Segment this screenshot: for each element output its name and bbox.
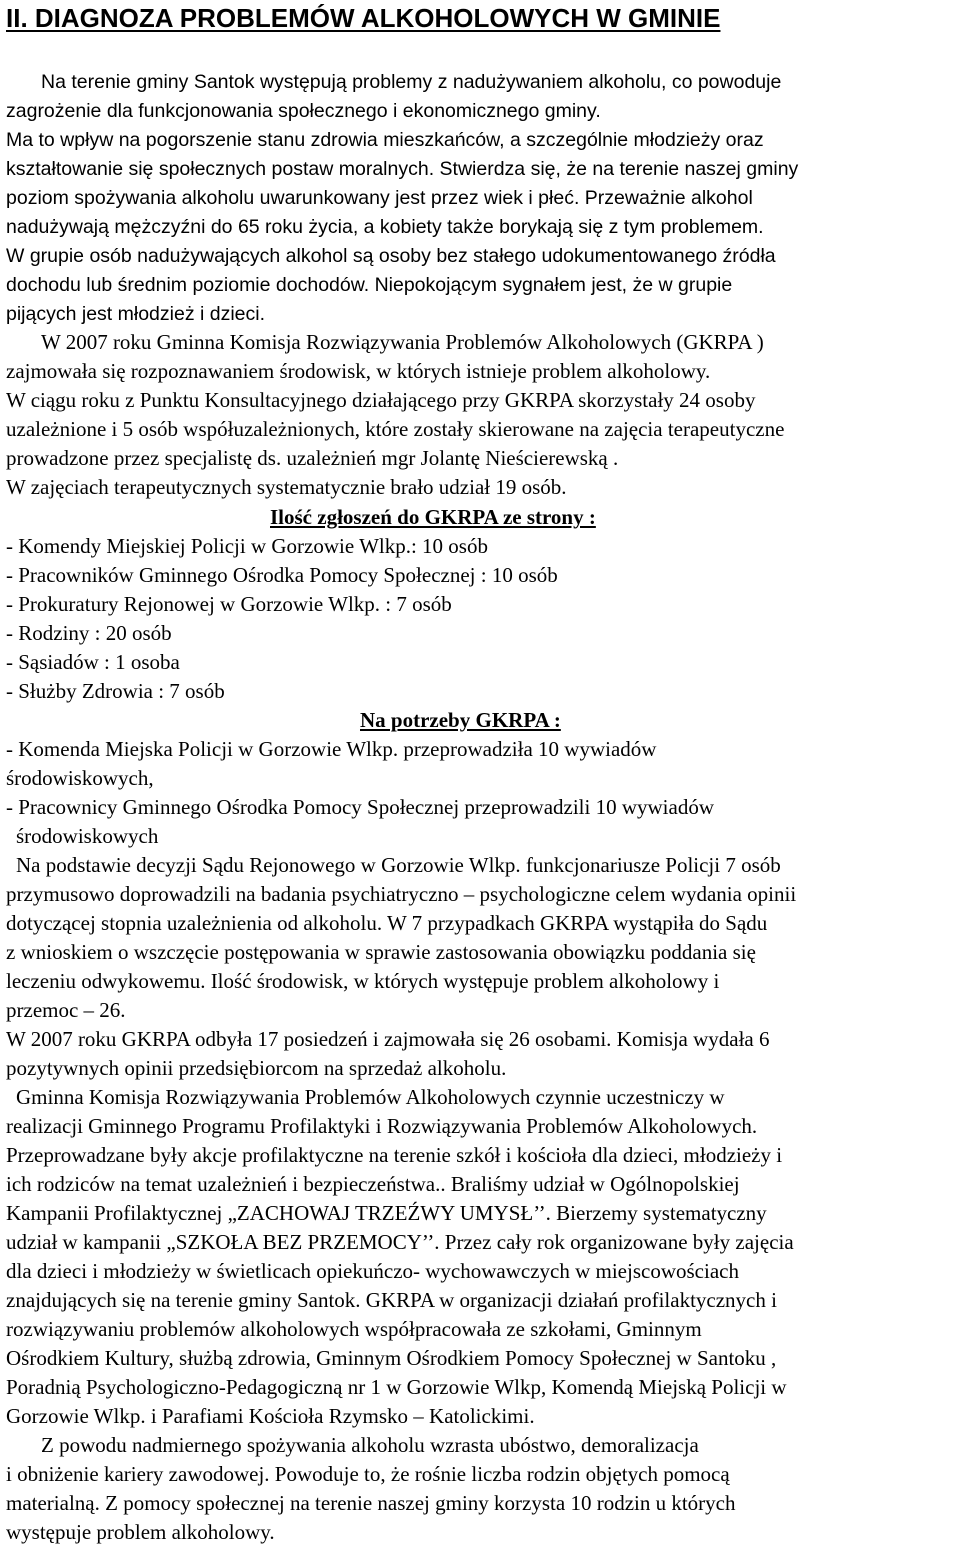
subheading: Ilość zgłoszeń do GKRPA ze strony : (270, 505, 596, 529)
text-line: Kampanii Profilaktycznej „ZACHOWAJ TRZEŹWY UMYSŁ’’. Bierzemy systematyczny (6, 1201, 767, 1225)
text-line: przymusowo doprowadzili na badania psychiatryczno – psychologiczne celem wydania opinii (6, 882, 797, 906)
text-line: dla dzieci i młodzieży w świetlicach opiekuńczo- wychowawczych w miejscowościach (6, 1259, 739, 1283)
text-line: - Pracownicy Gminnego Ośrodka Pomocy Społecznej przeprowadzili 10 wywiadów (6, 795, 714, 819)
text-line: przemoc – 26. (6, 998, 126, 1022)
text-line: i obniżenie kariery zawodowej. Powoduje to, że rośnie liczba rodzin objętych pomocą (6, 1462, 730, 1486)
text-line: pozytywnych opinii przedsiębiorcom na sprzedaż alkoholu. (6, 1056, 507, 1080)
text-line: Poradnią Psychologiczno-Pedagogiczną nr 1 w Gorzowie Wlkp, Komendą Miejską Policji w (6, 1375, 787, 1399)
text-line: zagrożenie dla funkcjonowania społecznego i ekonomicznego gminy. (6, 100, 601, 122)
subheading: Na potrzeby GKRPA : (360, 708, 561, 732)
text-line: zajmowała się rozpoznawaniem środowisk, w których istnieje problem alkoholowy. (6, 359, 711, 383)
section-heading: II. DIAGNOZA PROBLEMÓW ALKOHOLOWYCH W GMINIE (6, 3, 721, 33)
text-line: Na podstawie decyzji Sądu Rejonowego w Gorzowie Wlkp. funkcjonariusze Policji 7 osób (16, 853, 781, 877)
text-line: - Służby Zdrowia : 7 osób (6, 679, 225, 703)
text-line: - Komenda Miejska Policji w Gorzowie Wlkp. przeprowadziła 10 wywiadów (6, 737, 657, 761)
text-line: W zajęciach terapeutycznych systematycznie brało udział 19 osób. (6, 475, 567, 499)
text-line: - Komendy Miejskiej Policji w Gorzowie Wlkp.: 10 osób (6, 534, 488, 558)
text-line: W ciągu roku z Punktu Konsultacyjnego działającego przy GKRPA skorzystały 24 osoby (6, 388, 756, 412)
text-line: nadużywają mężczyźni do 65 roku życia, a kobiety także borykają się z tym problemem. (6, 216, 764, 238)
text-line: dotyczącej stopnia uzależnienia od alkoholu. W 7 przypadkach GKRPA wystąpiła do Sądu (6, 911, 768, 935)
text-line: uzależnione i 5 osób współuzależnionych, które zostały skierowane na zajęcia terapeutyczne (6, 417, 785, 441)
text-line: - Sąsiadów : 1 osoba (6, 650, 180, 674)
text-line: Ośrodkiem Kultury, służbą zdrowia, Gminnym Ośrodkiem Pomocy Społecznej w Santoku , (6, 1346, 777, 1370)
text-line: Gorzowie Wlkp. i Parafiami Kościoła Rzymsko – Katolickimi. (6, 1404, 535, 1428)
text-line: - Pracowników Gminnego Ośrodka Pomocy Społecznej : 10 osób (6, 563, 558, 587)
text-line: poziom spożywania alkoholu uwarunkowany jest przez wiek i płeć. Przeważnie alkohol (6, 187, 753, 209)
text-line: Ma to wpływ na pogorszenie stanu zdrowia mieszkańców, a szczególnie młodzieży oraz (6, 129, 764, 151)
text-line: Przeprowadzane były akcje profilaktyczne na terenie szkół i kościoła dla dzieci, młodzieży i (6, 1143, 783, 1167)
text-line: kształtowanie się społecznych postaw moralnych. Stwierdza się, że na terenie naszej gminy (6, 158, 799, 180)
text-line: prowadzone przez specjalistę ds. uzależnień mgr Jolantę Nieścierewską . (6, 446, 619, 470)
text-line: z wnioskiem o wszczęcie postępowania w sprawie zastosowania obowiązku poddania się (6, 940, 756, 964)
text-line: znajdujących się na terenie gminy Santok. GKRPA w organizacji działań profilaktycznych i (6, 1288, 777, 1312)
text-line: pijących jest młodzież i dzieci. (6, 303, 266, 325)
text-line: materialną. Z pomocy społecznej na terenie naszej gminy korzysta 10 rodzin u których (6, 1491, 736, 1515)
text-line: leczeniu odwykowemu. Ilość środowisk, w których występuje problem alkoholowy i (6, 969, 720, 993)
text-line: realizacji Gminnego Programu Profilaktyki i Rozwiązywania Problemów Alkoholowych. (6, 1114, 758, 1138)
text-line: W 2007 roku Gminna Komisja Rozwiązywania Problemów Alkoholowych (GKRPA ) (41, 330, 764, 354)
text-line: udział w kampanii „SZKOŁA BEZ PRZEMOCY’’. Przez cały rok organizowane były zajęcia (6, 1230, 794, 1254)
text-line: ich rodziców na temat uzależnień i bezpieczeństwa.. Braliśmy udział w Ogólnopolskiej (6, 1172, 740, 1196)
text-line: - Rodziny : 20 osób (6, 621, 172, 645)
text-line: Na terenie gminy Santok występują problemy z nadużywaniem alkoholu, co powoduje (41, 71, 782, 93)
text-line: W 2007 roku GKRPA odbyła 17 posiedzeń i zajmowała się 26 osobami. Komisja wydała 6 (6, 1027, 770, 1051)
text-line: Gminna Komisja Rozwiązywania Problemów Alkoholowych czynnie uczestniczy w (16, 1085, 725, 1109)
text-line: dochodu lub średnim poziomie dochodów. Niepokojącym sygnałem jest, że w grupie (6, 274, 733, 296)
text-line: Z powodu nadmiernego spożywania alkoholu wzrasta ubóstwo, demoralizacja (41, 1433, 699, 1457)
text-line: W grupie osób nadużywających alkohol są osoby bez stałego udokumentowanego źródła (6, 245, 776, 267)
text-line: środowiskowych (16, 824, 159, 848)
text-line: występuje problem alkoholowy. (6, 1520, 275, 1544)
text-line: rozwiązywaniu problemów alkoholowych współpracowała ze szkołami, Gminnym (6, 1317, 702, 1341)
text-line: - Prokuratury Rejonowej w Gorzowie Wlkp. : 7 osób (6, 592, 452, 616)
text-line: środowiskowych, (6, 766, 154, 790)
